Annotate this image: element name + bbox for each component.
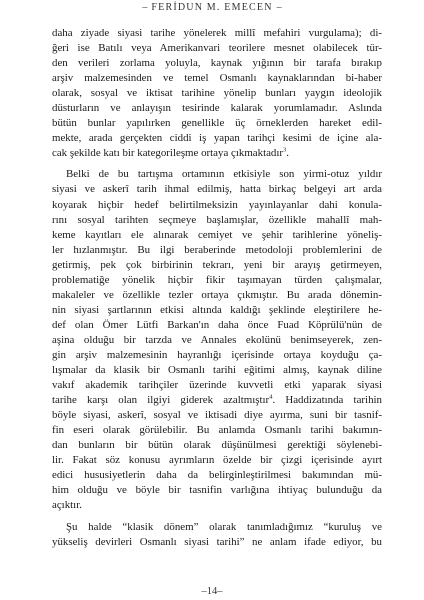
footnote-ref-4: 4 [269,393,273,401]
text-line: düsturların ve anlayışın tesirinde kalarak yorumlamadır. Aslında [52,102,382,115]
header-author: FERİDUN M. EMECEN [151,2,273,13]
text-line: makaleler ve özellikle tezler ortaya çıkmıştır. Bu arada dönemin- [52,288,382,301]
text-line: yükseliş devirleri Osmanlı siyasi tarihi” ne anlam ifade ediyor, bu [52,535,382,548]
text-line: problematiğe yönelik hiçbir fikir taşımayan türden çalışmalar, [52,273,382,286]
text-line-content: cak şekilde katı bir kategorileşme ortaya çıkmaktadır [52,147,284,160]
text-line [52,146,382,161]
text-line: arşiv malzemesinden ve temel Osmanlı kaynaklarından bi-haber [52,72,382,85]
footnote-ref-3: 3 [283,146,287,154]
header-right-dash: – [276,2,282,13]
text-line-tail: . [286,147,290,160]
text-line: lışmalar da klasik bir Osmanlı tarihi eğitimi almış, kaynak diline [52,364,382,377]
text-line: siyasi ve askerî tarih ihmal edilmiş, hatta birkaç belgeyi art arda [52,183,382,196]
text-line: keme kayıtları ele alınarak cemiyet ve şehir tarihlerine yöneliş- [52,228,382,241]
text-line: Belki de bu tartışma ortamının etkisiyle son yirmi-otuz yıldır [66,168,382,181]
text-line: vakıf akademik tarihçiler üzerinde kuvvetli etki yaparak siyasi [52,379,382,392]
body-text [52,26,382,556]
text-line: rını sosyal tarihten seçmeye başlamışlar, özellikle mahallî mah- [52,213,382,226]
text-line: edici hususiyetlerin daha da belirginleştirilmesi bakımından mü- [52,469,382,482]
paragraph-3 [52,520,382,550]
text-line [52,393,382,408]
text-line: lir. Fakat söz konusu ayrımların özelde bir çizgi içerisinde ayırt [52,454,382,467]
text-line: bütün bunlar yapılırken genellikle üç örneklerden hareket edil- [52,117,382,130]
text-line: Şu halde “klasik dönem” olarak tanımladığımız “kuruluş ve [66,520,382,533]
text-line: den verileri zorlama yoluyla, kaynak yığının bir tarafa bırakıp [52,57,382,70]
text-line: olarak, sosyal ve iktisat tarihine yönelip bunları yaygın ideolojik [52,87,382,100]
text-line: mekte, arada gerçekten ciddi iş yapan tarihçi kesimi de içine ala- [52,132,382,145]
text-line: böyle siyasi, askerî, sosyal ve iktisadi diye ayırma, suni bir tasnif- [52,409,382,422]
text-line: daha ziyade siyasi tarihe yönelerek millî mefahiri vurgulama); di- [52,27,382,39]
text-line-content: tarihe karşı olan ilgiyi giderek azaltmıştır [52,394,270,407]
text-line: dan bunların bir bütün olarak düşünülmesi gerektiği söylenebi- [52,439,382,452]
text-line: nin siyasi şartlarının etkisi altında kaldığı şeklinde eleştirilere he- [52,303,382,316]
text-line: getirmiş, pek çok birbirinin tekrarı, yeni bir arayış getirmeyen, [52,258,382,271]
text-line: aşina olduğu bir tarzda ve Annales ekolünü benimseyerek, zen- [52,333,382,346]
page-number: –14– [201,586,223,597]
running-header [0,2,424,13]
text-line: gin arşiv malzemesinin hayranlığı içerisinde ortaya koyduğu ça- [52,348,382,361]
text-line: açıktır. [52,499,82,512]
text-line: def olan Ömer Lütfi Barkan'ın daha önce Fuad Köprülü'nün de [52,318,382,331]
text-line: ler hızlanmıştır. Bu ilgi beraberinde metodoloji problemlerini de [52,243,382,256]
text-line: him olduğu ve böyle bir tasnifin varlığına ihtiyaç bulunduğu da [52,484,382,497]
text-line: koyarak hiçbir hedef belirtilmeksizin yayınlayanlar dahi konula- [52,198,382,211]
text-line: ğeri ise Batılı veya Amerikanvari teorilere mesnet olabilecek tür- [52,42,382,55]
paragraph-1 [52,26,382,161]
text-line-tail: . Haddizatında tarihin [272,394,382,407]
paragraph-2 [52,167,382,513]
header-left-dash: – [142,2,148,13]
text-line: fin eseri olarak görülebilir. Bu anlamda Osmanlı tarihi bakımın- [52,424,382,437]
